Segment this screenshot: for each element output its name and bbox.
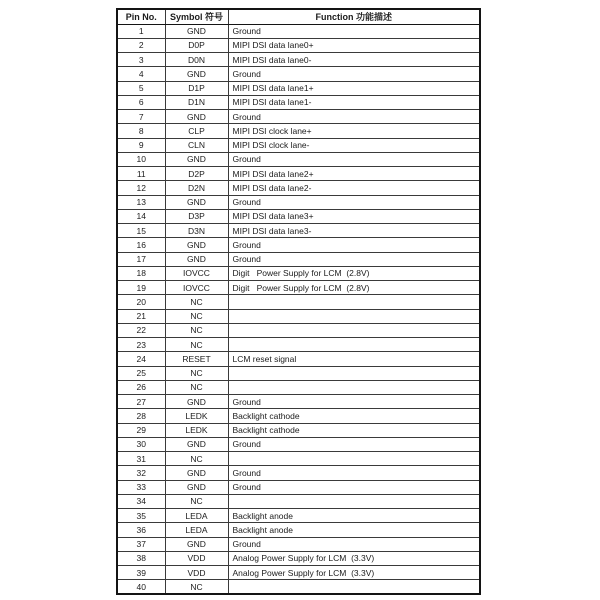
table-row [117,437,480,451]
cell-symbol: GND [165,252,228,266]
cell-symbol: NC [165,380,228,394]
cell-pin: 10 [117,152,165,166]
cell-pin: 22 [117,323,165,337]
cell-function: Ground [228,152,480,166]
cell-function: Ground [228,195,480,209]
table-row [117,138,480,152]
table-row [117,53,480,67]
cell-function: Ground [228,466,480,480]
cell-function: MIPI DSI data lane1+ [228,81,480,95]
cell-pin: 12 [117,181,165,195]
cell-pin: 23 [117,338,165,352]
cell-pin: 38 [117,551,165,565]
table-row [117,409,480,423]
cell-function: Backlight anode [228,509,480,523]
cell-pin: 35 [117,509,165,523]
cell-symbol: D1N [165,95,228,109]
header-function: Function 功能描述 [228,9,480,24]
cell-symbol: GND [165,395,228,409]
cell-function: Backlight cathode [228,409,480,423]
cell-function: MIPI DSI data lane0+ [228,38,480,52]
cell-symbol: GND [165,238,228,252]
table-row [117,295,480,309]
cell-function: MIPI DSI data lane0- [228,53,480,67]
cell-function [228,338,480,352]
cell-pin: 2 [117,38,165,52]
cell-symbol: NC [165,494,228,508]
cell-pin: 19 [117,281,165,295]
cell-pin: 24 [117,352,165,366]
table-row [117,338,480,352]
pin-definition-table [116,8,481,595]
cell-pin: 29 [117,423,165,437]
table-row [117,366,480,380]
table-row [117,181,480,195]
cell-function: MIPI DSI clock lane- [228,138,480,152]
cell-pin: 32 [117,466,165,480]
cell-function: MIPI DSI data lane3- [228,224,480,238]
cell-symbol: NC [165,338,228,352]
table-row [117,110,480,124]
cell-function: Ground [228,480,480,494]
table-row [117,38,480,52]
cell-function: LCM reset signal [228,352,480,366]
cell-function: Digit Power Supply for LCM (2.8V) [228,281,480,295]
cell-symbol: NC [165,580,228,594]
cell-symbol: RESET [165,352,228,366]
cell-symbol: NC [165,309,228,323]
cell-function: Backlight cathode [228,423,480,437]
cell-function: MIPI DSI data lane3+ [228,209,480,223]
cell-function: Ground [228,537,480,551]
cell-function: Digit Power Supply for LCM (2.8V) [228,266,480,280]
cell-pin: 8 [117,124,165,138]
cell-pin: 18 [117,266,165,280]
header-pin-no: Pin No. [117,9,165,24]
cell-pin: 1 [117,24,165,38]
cell-pin: 16 [117,238,165,252]
table-row [117,224,480,238]
cell-symbol: NC [165,452,228,466]
cell-function [228,580,480,594]
cell-symbol: GND [165,480,228,494]
table-row [117,551,480,565]
cell-pin: 40 [117,580,165,594]
cell-pin: 3 [117,53,165,67]
cell-pin: 6 [117,95,165,109]
cell-symbol: GND [165,466,228,480]
cell-symbol: LEDA [165,523,228,537]
cell-pin: 34 [117,494,165,508]
cell-symbol: VDD [165,566,228,580]
cell-symbol: GND [165,537,228,551]
cell-function: Ground [228,110,480,124]
cell-function: MIPI DSI data lane2- [228,181,480,195]
cell-symbol: GND [165,437,228,451]
table-row [117,24,480,38]
header-symbol: Symbol 符号 [165,9,228,24]
cell-symbol: LEDK [165,423,228,437]
cell-pin: 36 [117,523,165,537]
cell-pin: 39 [117,566,165,580]
cell-function: Ground [228,24,480,38]
table-row [117,395,480,409]
table-row [117,494,480,508]
table-row [117,266,480,280]
cell-symbol: VDD [165,551,228,565]
cell-pin: 4 [117,67,165,81]
cell-symbol: D0P [165,38,228,52]
cell-pin: 21 [117,309,165,323]
cell-symbol: GND [165,24,228,38]
cell-symbol: D2P [165,167,228,181]
cell-symbol: D3N [165,224,228,238]
cell-symbol: GND [165,110,228,124]
cell-function: Analog Power Supply for LCM (3.3V) [228,551,480,565]
cell-function [228,309,480,323]
cell-pin: 20 [117,295,165,309]
cell-symbol: CLP [165,124,228,138]
cell-symbol: GND [165,67,228,81]
cell-function: MIPI DSI clock lane+ [228,124,480,138]
table-row [117,124,480,138]
table-row [117,195,480,209]
cell-pin: 28 [117,409,165,423]
cell-pin: 17 [117,252,165,266]
table-row [117,566,480,580]
cell-pin: 13 [117,195,165,209]
cell-symbol: D2N [165,181,228,195]
cell-function [228,323,480,337]
cell-symbol: D0N [165,53,228,67]
table-row [117,509,480,523]
table-row [117,352,480,366]
cell-pin: 37 [117,537,165,551]
cell-pin: 25 [117,366,165,380]
cell-symbol: IOVCC [165,281,228,295]
cell-symbol: IOVCC [165,266,228,280]
table-row [117,167,480,181]
cell-function: MIPI DSI data lane2+ [228,167,480,181]
cell-function [228,452,480,466]
table-row [117,523,480,537]
cell-function [228,380,480,394]
cell-symbol: GND [165,195,228,209]
table-row [117,480,480,494]
table-row [117,281,480,295]
cell-pin: 26 [117,380,165,394]
cell-pin: 14 [117,209,165,223]
cell-symbol: NC [165,366,228,380]
table-row [117,423,480,437]
cell-symbol: D3P [165,209,228,223]
table-row [117,95,480,109]
cell-pin: 9 [117,138,165,152]
cell-symbol: LEDK [165,409,228,423]
cell-pin: 27 [117,395,165,409]
cell-function [228,295,480,309]
table-row [117,67,480,81]
cell-function: Ground [228,238,480,252]
table-row [117,252,480,266]
table-row [117,238,480,252]
cell-function: Backlight anode [228,523,480,537]
cell-pin: 15 [117,224,165,238]
table-row [117,452,480,466]
table-row [117,580,480,594]
cell-function: Ground [228,252,480,266]
table-row [117,81,480,95]
cell-function [228,366,480,380]
cell-function: Analog Power Supply for LCM (3.3V) [228,566,480,580]
table-row [117,323,480,337]
cell-pin: 11 [117,167,165,181]
cell-symbol: D1P [165,81,228,95]
cell-function: Ground [228,395,480,409]
cell-symbol: NC [165,295,228,309]
cell-symbol: LEDA [165,509,228,523]
cell-function: Ground [228,67,480,81]
cell-function: MIPI DSI data lane1- [228,95,480,109]
cell-symbol: CLN [165,138,228,152]
cell-symbol: NC [165,323,228,337]
cell-symbol: GND [165,152,228,166]
table-row [117,152,480,166]
table-row [117,209,480,223]
table-row [117,466,480,480]
cell-pin: 7 [117,110,165,124]
cell-pin: 31 [117,452,165,466]
table-row [117,309,480,323]
table-row [117,380,480,394]
pin-table-header [117,9,480,24]
cell-pin: 30 [117,437,165,451]
cell-function [228,494,480,508]
cell-pin: 33 [117,480,165,494]
table-row [117,537,480,551]
header-row [117,9,480,24]
cell-pin: 5 [117,81,165,95]
cell-function: Ground [228,437,480,451]
pin-table-body [117,24,480,594]
